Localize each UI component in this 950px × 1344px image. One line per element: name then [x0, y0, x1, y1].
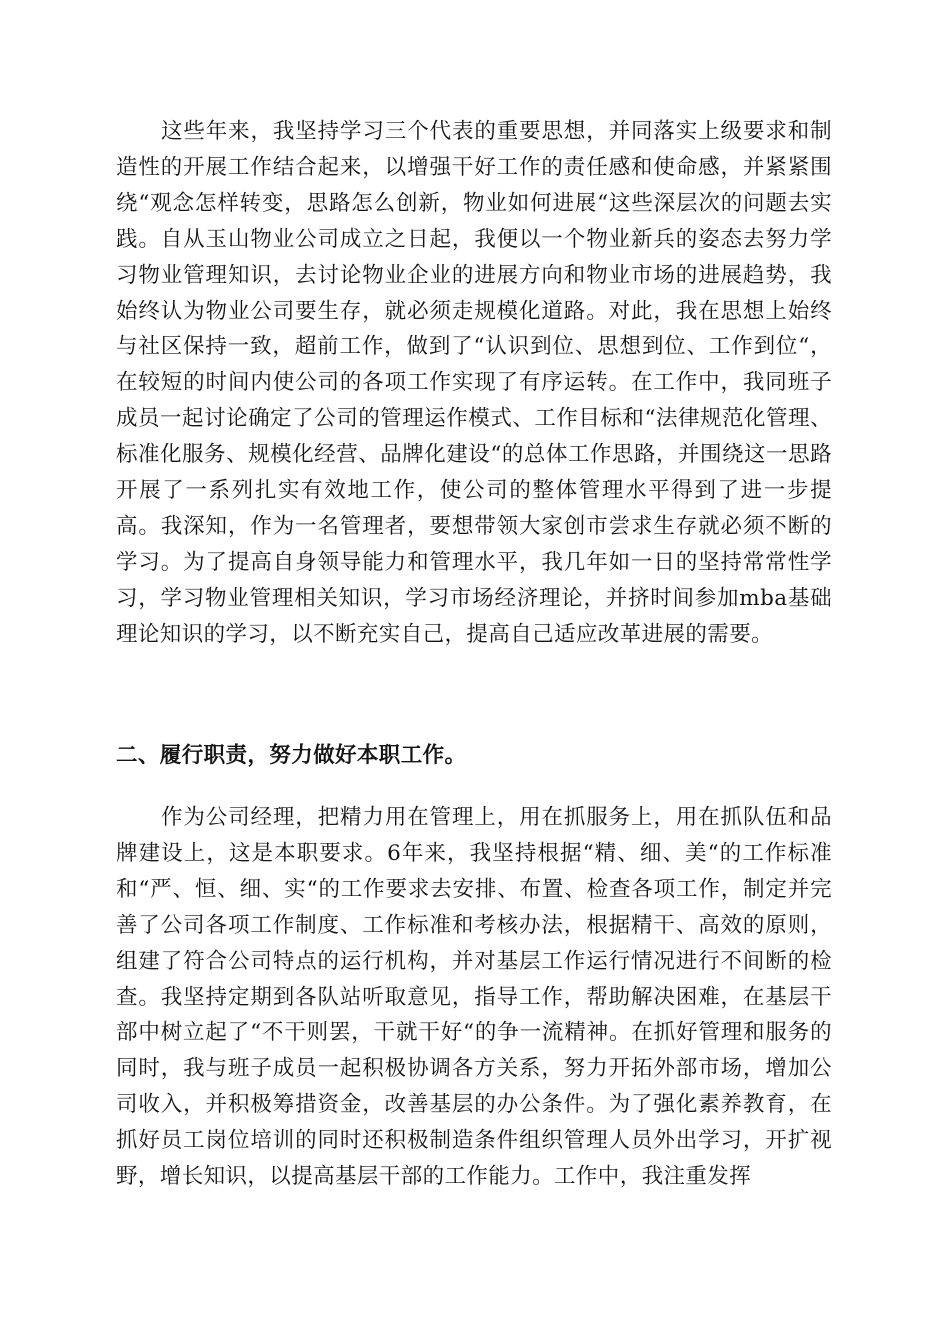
body-paragraph-2: 作为公司经理，把精力用在管理上，用在抓服务上，用在抓队伍和品牌建设上，这是本职要求。6年来，我坚持根据“精、细、美“的工作标准和“严、恒、细、实“的工作要求去安排、布置、检查各项工作，制定并完善了公司各项工作制度、工作标准和考核办法，根据精干、高效的原则，组建了符合公司特点的运行机构，并对基层工作运行情况进行不间断的检查。我坚持定期到各队站听取意见，指导工作，帮助解决困难，在基层干部中树立起了“不干则罢，干就干好“的争一流精神。在抓好管理和服务的同时，我与班子成员一起积极协调各方关系，努力开拓外部市场，增加公司收入，并积极筹措资金，改善基层的办公条件。为了强化素养教育，在抓好员工岗位培训的同时还积极制造条件组织管理人员外出学习，开扩视野，增长知识，以提高基层干部的工作能力。工作中，我注重发挥	[116, 805, 832, 1190]
section-heading: 二、履行职责，努力做好本职工作。	[116, 743, 467, 768]
body-paragraph-1: 这些年来，我坚持学习三个代表的重要思想，并同落实上级要求和制造性的开展工作结合起来，以增强干好工作的责任感和使命感，并紧紧围绕“观念怎样转变，思路怎么创新，物业如何进展“这些深层次的问题去实践。自从玉山物业公司成立之日起，我便以一个物业新兵的姿态去努力学习物业管理知识，去讨论物业企业的进展方向和物业市场的进展趋势，我始终认为物业公司要生存，就必须走规模化道路。对此，我在思想上始终与社区保持一致，超前工作，做到了“认识到位、思想到位、工作到位“，在较短的时间内使公司的各项工作实现了有序运转。在工作中，我同班子成员一起讨论确定了公司的管理运作模式、工作目标和“法律规范化管理、标准化服务、规模化经营、品牌化建设“的总体工作思路，并围绕这一思路开展了一系列扎实有效地工作，使公司的整体管理水平得到了进一步提高。我深知，作为一名管理者，要想带领大家创市尝求生存就必须不断的学习。为了提高自身领导能力和管理水平，我几年如一日的坚持常常性学习，学习物业管理相关知识，学习市场经济理论，并挤时间参加mba基础理论知识的学习，以不断充实自己，提高自己适应改革进展的需要。	[116, 119, 832, 647]
